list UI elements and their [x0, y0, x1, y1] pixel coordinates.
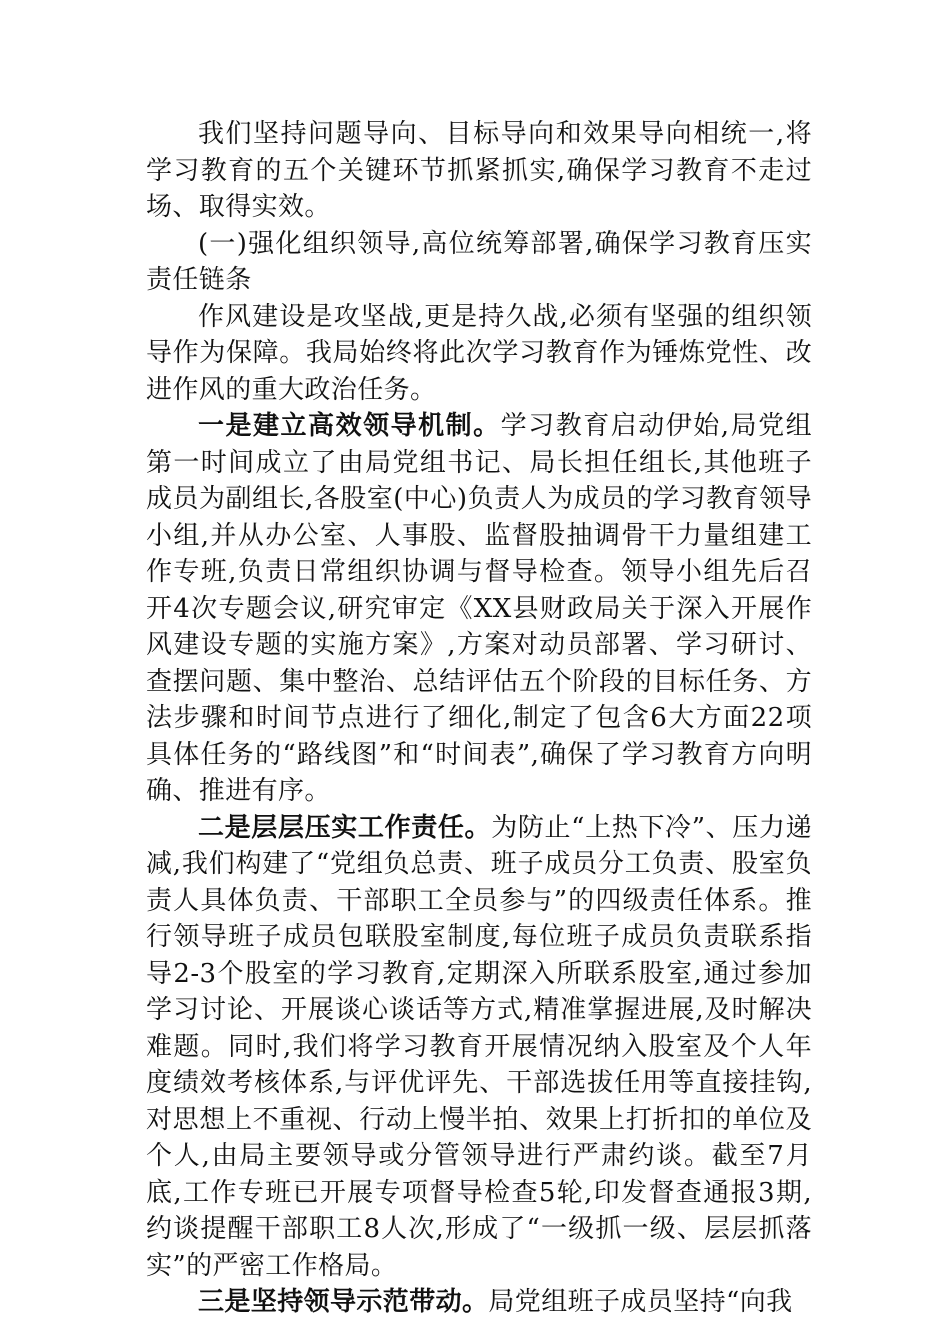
- section-heading: (一)强化组织领导,高位统筹部署,确保学习教育压实责任链条: [146, 228, 812, 295]
- point-two-text: 为防止“上热下冷”、压力递减,我们构建了“党组负总责、班子成员分工负责、股室负责人具体负责、干部职工全员参与”的四级责任体系。推行领导班子成员包联股室制度,每位班子成员负责联系指导2-3个股室的学习教育,定期深入所联系股室,通过参加学习讨论、开展谈心谈话等方式,精准掌握进展,及时解决难题。同时,我们将学习教育开展情况纳入股室及个人年度绩效考核体系,与评优评先、干部选拔任用等直接挂钩,对思想上不重视、行动上慢半拍、效果上打折扣的单位及个人,由局主要领导或分管领导进行严肃约谈。截至7月底,工作专班已开展专项督导检查5轮,印发督查通报3期,约谈提醒干部职工8人次,形成了“一级抓一级、层层抓落实”的严密工作格局。: [146, 812, 812, 1281]
- point-two-lead: 二是层层压实工作责任。: [198, 812, 492, 843]
- point-two-paragraph: [146, 810, 812, 1285]
- point-one-text: 学习教育启动伊始,局党组第一时间成立了由局党组书记、局长担任组长,其他班子成员为副组长,各股室(中心)负责人为成员的学习教育领导小组,并从办公室、人事股、监督股抽调骨干力量组建工作专班,负责日常组织协调与督导检查。领导小组先后召开4次专题会议,研究审定《XX县财政局关于深入开展作风建设专题的实施方案》,方案对动员部署、学习研讨、查摆问题、集中整治、总结评估五个阶段的目标任务、方法步骤和时间节点进行了细化,制定了包含6大方面22项具体任务的“路线图”和“时间表”,确保了学习教育方向明确、推进有序。: [146, 411, 812, 806]
- document-body: [146, 116, 812, 1321]
- section-intro-paragraph: 作风建设是攻坚战,更是持久战,必须有坚强的组织领导作为保障。我局始终将此次学习教育作为锤炼党性、改进作风的重大政治任务。: [146, 301, 812, 405]
- intro-paragraph: 我们坚持问题导向、目标导向和效果导向相统一,将学习教育的五个关键环节抓紧抓实,确保学习教育不走过场、取得实效。: [146, 119, 812, 222]
- point-one-paragraph: [146, 408, 812, 810]
- point-one-lead: 一是建立高效领导机制。: [198, 411, 501, 441]
- point-three-lead: 三是坚持领导示范带动。: [198, 1287, 489, 1317]
- point-three-text: 局党组班子成员坚持“向我: [488, 1287, 793, 1317]
- point-three-paragraph: [146, 1284, 812, 1321]
